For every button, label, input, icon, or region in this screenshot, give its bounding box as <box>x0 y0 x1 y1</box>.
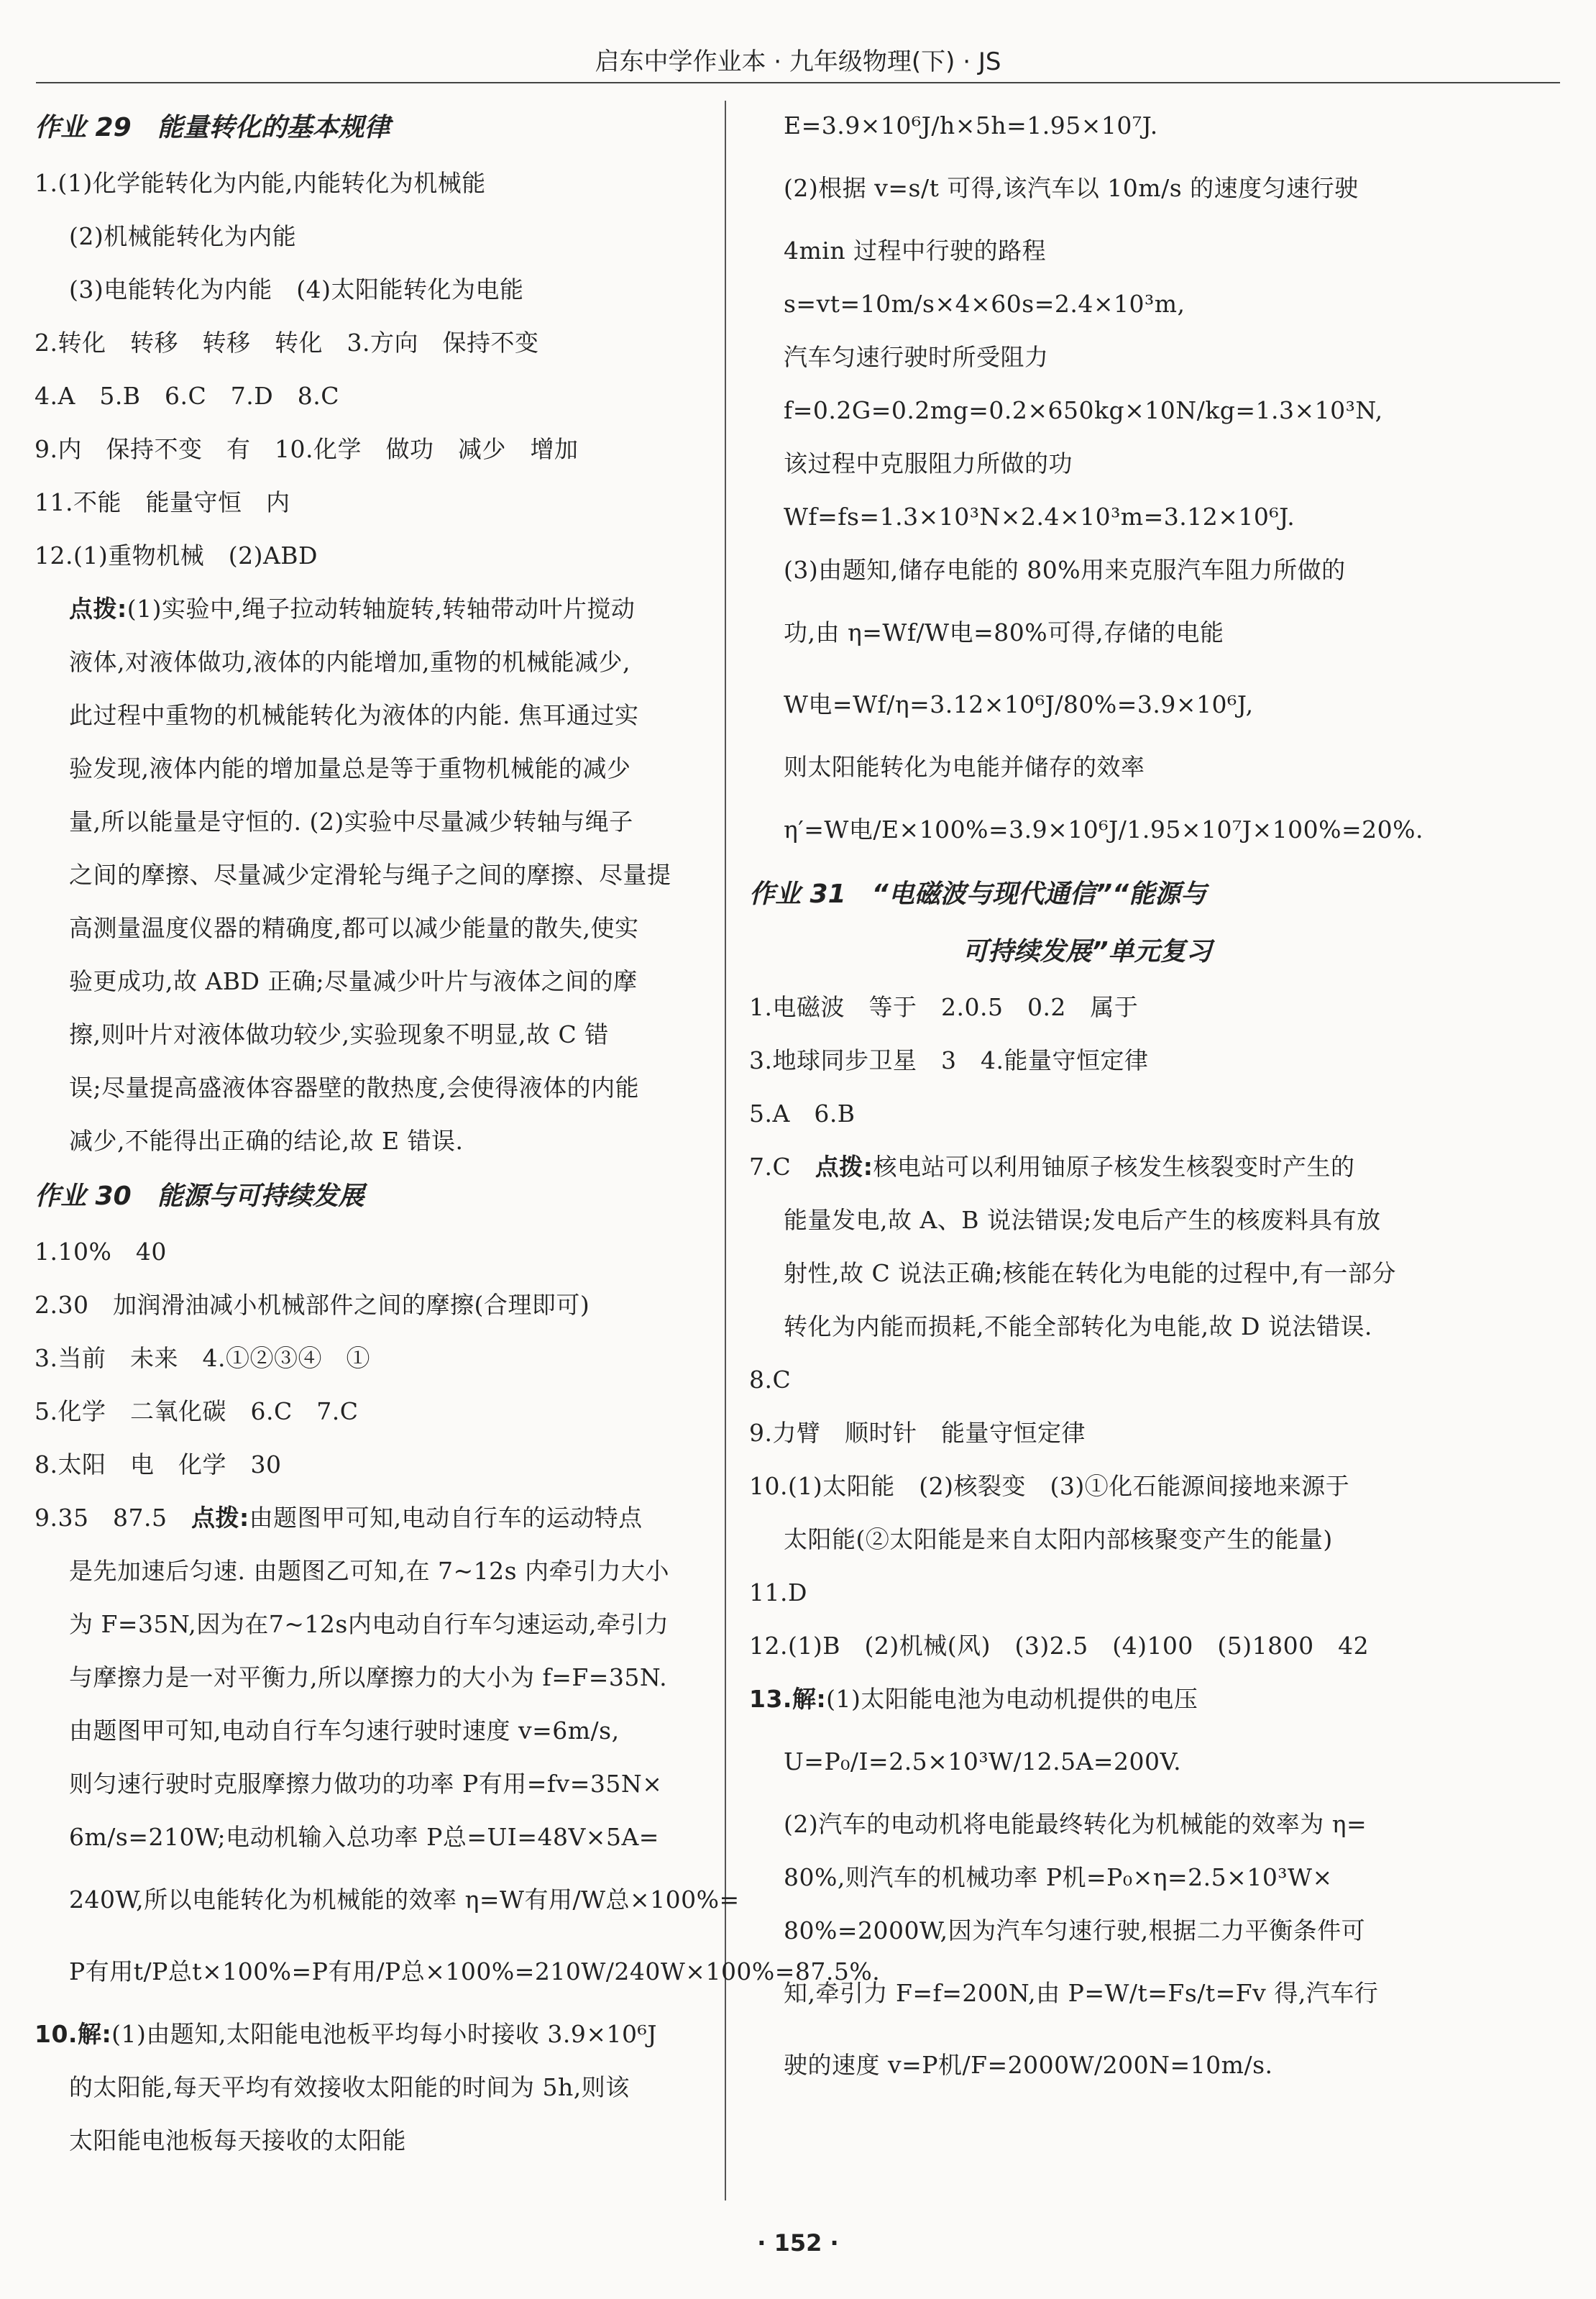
solution-label: 10.解: <box>35 2020 112 2048</box>
answer-text: 9.35 87.5 <box>35 1504 191 1532</box>
page-number: · 152 · <box>757 2229 839 2257</box>
answer-line: 太阳能(②太阳能是来自太阳内部核聚变产生的能量) <box>784 1525 1333 1553</box>
section-number: 作业 31 <box>749 879 846 909</box>
answer-line: 12.(1)B (2)机械(风) (3)2.5 (4)100 (5)1800 42 <box>749 1632 1370 1660</box>
answer-line: P有用t/P总t×100%=P有用/P总×100%=210W/240W×100%=87.5%. <box>69 1957 881 1985</box>
answer-line: 1.10% 40 <box>35 1238 167 1266</box>
answer-line: 太阳能电池板每天接收的太阳能 <box>69 2126 406 2154</box>
section-heading: “电磁波与现代通信”“能源与 <box>871 879 1207 909</box>
answer-line: 功,由 η=Wf/W电=80%可得,存储的电能 <box>784 618 1224 646</box>
answer-line: 11.D <box>749 1578 807 1606</box>
answer-line <box>749 1673 1425 1726</box>
answer-line <box>749 1141 1425 1194</box>
answer-line: 5.化学 二氧化碳 6.C 7.C <box>35 1397 359 1425</box>
answer-text: 由题图甲可知,电动自行车的运动特点 <box>249 1504 643 1532</box>
answer-line: 减少,不能得出正确的结论,故 E 错误. <box>69 1127 464 1155</box>
answer-text: 7.C <box>749 1153 815 1181</box>
answer-line: 则太阳能转化为电能并储存的效率 <box>784 753 1145 781</box>
answer-line: E=3.9×10⁶J/h×5h=1.95×10⁷J. <box>784 111 1158 140</box>
section-number: 作业 29 <box>35 113 132 142</box>
answer-line: 验更成功,故 ABD 正确;尽量减少叶片与液体之间的摩 <box>69 967 638 995</box>
answer-line: 1.电磁波 等于 2.0.5 0.2 属于 <box>749 993 1139 1021</box>
answer-text: (1)由题知,太阳能电池板平均每小时接收 3.9×10⁶J <box>111 2020 657 2048</box>
answer-line: 驶的速度 v=P机/F=2000W/200N=10m/s. <box>784 2051 1273 2079</box>
answer-text: (1)太阳能电池为电动机提供的电压 <box>826 1685 1198 1713</box>
answer-line: 6m/s=210W;电动机输入总功率 P总=UI=48V×5A= <box>69 1823 659 1851</box>
answer-line: (3)电能转化为内能 (4)太阳能转化为电能 <box>69 275 524 303</box>
section-title-30 <box>35 1168 703 1225</box>
answer-line: 240W,所以电能转化为机械能的效率 η=W有用/W总×100%= <box>69 1886 740 1914</box>
answer-text: 核电站可以利用铀原子核发生核裂变时产生的 <box>873 1153 1355 1181</box>
page-header: 启东中学作业本 · 九年级物理(下) · JS <box>36 42 1560 83</box>
answer-line: 由题图甲可知,电动自行车匀速行驶时速度 v=6m/s, <box>69 1717 620 1745</box>
answer-line: 此过程中重物的机械能转化为液体的内能. 焦耳通过实 <box>69 701 639 729</box>
answer-line: 为 F=35N,因为在7~12s内电动自行车匀速运动,牵引力 <box>69 1610 669 1638</box>
answer-line: 9.力臂 顺时针 能量守恒定律 <box>749 1419 1086 1447</box>
answer-line: 误;尽量提高盛液体容器壁的散热度,会使得液体的内能 <box>69 1074 640 1102</box>
answer-line: (2)汽车的电动机将电能最终转化为机械能的效率为 η= <box>784 1810 1367 1838</box>
answer-line <box>35 1491 703 1545</box>
section-number: 作业 30 <box>35 1182 132 1211</box>
answer-line: 10.(1)太阳能 (2)核裂变 (3)①化石能源间接地来源于 <box>749 1472 1350 1500</box>
section-heading: 能量转化的基本规律 <box>157 113 390 142</box>
answer-line: 该过程中克服阻力所做的功 <box>784 449 1073 477</box>
solution-label: 13.解: <box>749 1685 827 1713</box>
answer-line: η′=W电/E×100%=3.9×10⁶J/1.95×10⁷J×100%=20%. <box>784 815 1423 844</box>
answer-line: 8.太阳 电 化学 30 <box>35 1450 282 1478</box>
answer-line: 与摩擦力是一对平衡力,所以摩擦力的大小为 f=F=35N. <box>69 1663 668 1691</box>
right-column <box>749 99 1425 2101</box>
answer-line: (3)由题知,储存电能的 80%用来克服汽车阻力所做的 <box>784 556 1346 584</box>
section-heading-cont: 可持续发展”单元复习 <box>962 937 1212 966</box>
answer-line: Wf=fs=1.3×10³N×2.4×10³m=3.12×10⁶J. <box>784 503 1295 531</box>
answer-line: 验发现,液体内能的增加量总是等于重物机械能的减少 <box>69 754 631 782</box>
answer-line: 80%,则汽车的机械功率 P机=P₀×η=2.5×10³W× <box>784 1863 1333 1891</box>
answer-line <box>35 582 703 636</box>
answer-line: 2.30 加润滑油减小机械部件之间的摩擦(合理即可) <box>35 1291 590 1319</box>
answer-line: 1.(1)化学能转化为内能,内能转化为机械能 <box>35 169 486 197</box>
answer-line: 12.(1)重物机械 (2)ABD <box>35 541 318 570</box>
answer-line: 11.不能 能量守恒 内 <box>35 488 290 516</box>
answer-line: 能量发电,故 A、B 说法错误;发电后产生的核废料具有放 <box>784 1206 1381 1234</box>
answer-line: 2.转化 转移 转移 转化 3.方向 保持不变 <box>35 329 539 357</box>
answer-line: 擦,则叶片对液体做功较少,实验现象不明显,故 C 错 <box>69 1020 609 1048</box>
answer-line: 转化为内能而损耗,不能全部转化为电能,故 D 说法错误. <box>784 1312 1372 1340</box>
answer-line: 3.地球同步卫星 3 4.能量守恒定律 <box>749 1046 1149 1074</box>
answer-line: 5.A 6.B <box>749 1100 856 1128</box>
answer-line: 80%=2000W,因为汽车匀速行驶,根据二力平衡条件可 <box>784 1916 1366 1944</box>
answer-line: 之间的摩擦、尽量减少定滑轮与绳子之间的摩擦、尽量提 <box>69 861 671 889</box>
answer-line: W电=Wf/η=3.12×10⁶J/80%=3.9×10⁶J, <box>784 690 1254 718</box>
answer-line: 液体,对液体做功,液体的内能增加,重物的机械能减少, <box>69 648 630 676</box>
answer-text: (1)实验中,绳子拉动转轴旋转,转轴带动叶片搅动 <box>127 595 636 623</box>
answer-line: 高测量温度仪器的精确度,都可以减少能量的散失,使实 <box>69 914 639 942</box>
answer-line <box>35 2008 703 2061</box>
answer-line: 4min 过程中行驶的路程 <box>784 237 1047 265</box>
section-title-29 <box>35 99 703 157</box>
answer-line: s=vt=10m/s×4×60s=2.4×10³m, <box>784 290 1185 318</box>
section-heading: 能源与可持续发展 <box>157 1182 364 1211</box>
answer-line: 的太阳能,每天平均有效接收太阳能的时间为 5h,则该 <box>69 2073 630 2101</box>
hint-label: 点拨: <box>69 595 127 623</box>
answer-line: 知,牵引力 F=f=200N,由 P=W/t=Fs/t=Fv 得,汽车行 <box>784 1979 1379 2007</box>
answer-line: 射性,故 C 说法正确;核能在转化为电能的过程中,有一部分 <box>784 1259 1396 1287</box>
section-title-31 <box>749 866 1425 923</box>
answer-line: U=P₀/I=2.5×10³W/12.5A=200V. <box>784 1747 1182 1775</box>
answer-line: 8.C <box>749 1366 792 1394</box>
answer-line: f=0.2G=0.2mg=0.2×650kg×10N/kg=1.3×10³N, <box>784 396 1383 424</box>
answer-line: 量,所以能量是守恒的. (2)实验中尽量减少转轴与绳子 <box>69 808 633 836</box>
hint-label: 点拨: <box>815 1153 873 1181</box>
answer-line: 是先加速后匀速. 由题图乙可知,在 7~12s 内牵引力大小 <box>69 1557 670 1585</box>
answer-line: 则匀速行驶时克服摩擦力做功的功率 P有用=fv=35N× <box>69 1770 663 1798</box>
answer-line: 4.A 5.B 6.C 7.D 8.C <box>35 382 339 410</box>
hint-label: 点拨: <box>191 1504 249 1532</box>
answer-line: (2)根据 v=s/t 可得,该汽车以 10m/s 的速度匀速行驶 <box>784 174 1359 202</box>
answer-line: 3.当前 未来 4.①②③④ ① <box>35 1344 370 1372</box>
answer-line: 9.内 保持不变 有 10.化学 做功 减少 增加 <box>35 435 579 463</box>
answer-line: 汽车匀速行驶时所受阻力 <box>784 343 1049 371</box>
answer-line: (2)机械能转化为内能 <box>69 222 297 250</box>
